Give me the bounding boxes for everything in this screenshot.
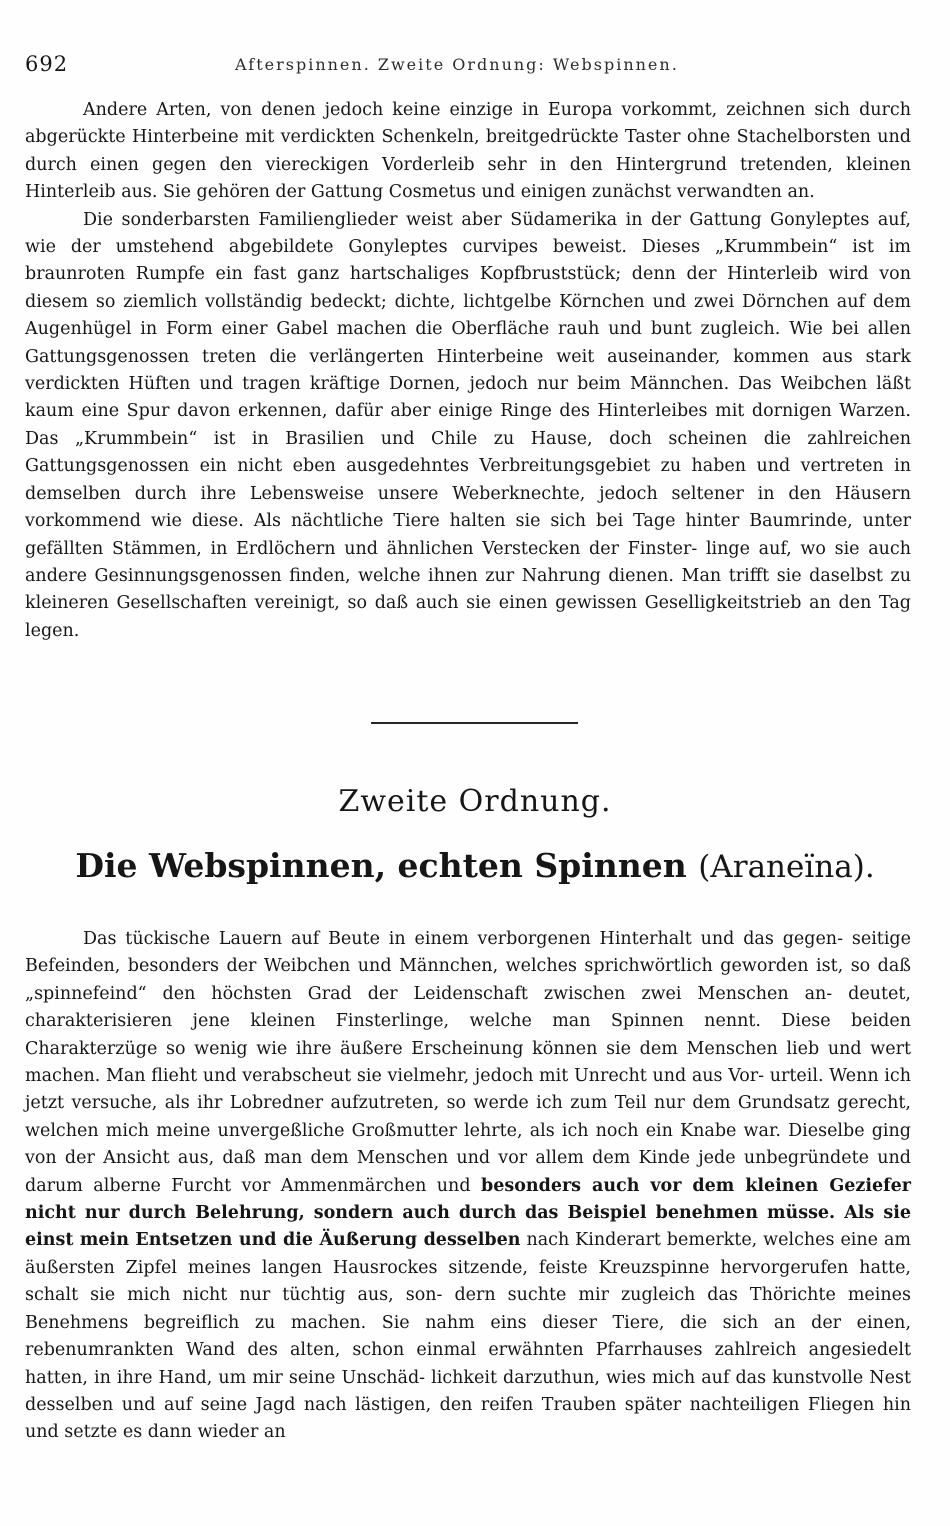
text-line: dern suchte mir zugleich das Thörichte meines Benehmens begreiflich zu machen. Sie nahm [25,1285,911,1333]
text-line: das Beispiel benehmen müsse. Als sie einst mein Entsetzen und die Äußerung desselben [25,1203,911,1251]
text-line: dem Grundsatz gerecht, welchen mich meine unvergeßliche Großmutter lehrte, als ich noch [25,1093,911,1141]
text-line: Hinterleib aus. Sie gehören der Gattung Cosmetus und einigen zunächst verwandten an. [25,182,815,203]
text-line: bei allen Gattungsgenossen treten die verlängerten Hinterbeine weit auseinander, kommen [25,319,911,367]
text-line: sitzende, feiste Kreuzspinne hervorgerufen hatte, schalt sie mich nicht nur tüchtig aus, son- [25,1257,911,1306]
text-line: eins dieser Tiere, die sich an der einen, rebenumrankten Wand des alten, schon einmal [25,1312,912,1361]
text-line: besonders auch vor dem kleinen Geziefer nicht nur durch Belehrung, sondern auch durch [25,1175,911,1224]
order-heading: Zweite Ordnung. [338,784,612,819]
text-line: wert machen. Man flieht und verabscheut sie vielmehr, jedoch mit Unrecht und aus Vor- [25,1038,911,1087]
section-spiders-text [25,926,911,1447]
text-line: Das tückische Lauern auf Beute in einem verborgenen Hinterhalt und das gegen- [83,929,843,949]
family-heading-latin: (Araneïna). [698,849,875,885]
family-heading-german: Die Webspinnen, echten Spinnen [75,846,687,885]
text-line: lichkeit darzuthun, wies mich auf das kunstvolle Nest desselben und auf seine Jagd nach [25,1367,911,1415]
text-line: Man trifft sie daselbst zu kleineren Gesellschaften vereinigt, so daß auch sie einen gewissen [25,565,911,614]
text-line: mit dornigen Warzen. Das „Krummbein“ ist in Brasilien und Chile zu Hause, doch scheinen [25,401,911,449]
paragraph-spiders-intro [25,926,911,1447]
text-line: im braunroten Rumpfe ein fast ganz hartschaliges Kopfbruststück; denn der Hinterleib wird [25,237,911,285]
text-line: abgerückte Hinterbeine mit verdickten Schenkeln, breitgedrückte Taster ohne Stachelborsten [25,127,871,148]
text-line: auf, wie der umstehend abgebildete Gonyleptes curvipes beweist. Dieses „Krummbein“ ist [25,209,911,258]
paragraph-cosmetus [25,97,911,207]
text-line: und durch einen gegen den viereckigen Vorderleib sehr in den Hintergrund tretenden, kleinen [25,127,911,175]
text-line: den Häusern vorkommend wie diese. Als nächtliche Tiere halten sie sich bei Tage hinter [25,483,911,532]
text-line: ist, so daß „spinnefeind“ den höchsten Grad der Leidenschaft zwischen zwei Menschen an- [25,956,911,1004]
running-head: Afterspinnen. Zweite Ordnung: Webspinnen. [235,55,679,74]
text-line: von diesem so ziemlich vollständig bedeckt; dichte, lichtgelbe Körnchen und zwei Dörnchen auf [25,264,911,312]
text-line: die zahlreichen Gattungsgenossen ein nicht eben ausgedehntes Verbreitungsgebiet zu haben [25,428,911,477]
text-line: aus stark verdickten Hüften und tragen kräftige Dornen, jedoch nur beim Männchen. Das [25,346,911,395]
text-line: linge auf, wo sie auch andere Gesinnungsgenossen finden, welche ihnen zur Nahrung dienen. [25,538,911,586]
text-line: allem dem Kinde jede unbegründete und darum alberne Furcht vor Ammenmärchen und [25,1148,911,1196]
section-divider [371,722,578,724]
text-line: nach Kinderart bemerkte, welches eine am äußersten Zipfel meines langen Hausrockes [25,1230,911,1278]
text-line: Baumrinde, unter gefällten Stämmen, in Erdlöchern und ähnlichen Verstecken der Finster- [25,511,911,559]
paragraph-gonyleptes [25,207,911,646]
text-line: Andere Arten, von denen jedoch keine einzige in Europa vorkommt, zeichnen sich durch [83,100,911,120]
page-number: 692 [25,52,69,76]
text-line: deutet, charakterisieren jene kleinen Finsterlinge, welche man Spinnen nennt. Diese beiden [25,983,911,1032]
text-line: ein Knabe war. Dieselbe ging von der Ansicht aus, daß man dem Menschen und vor [25,1120,911,1169]
text-line: Geselligkeitstrieb an den Tag legen. [25,593,911,641]
text-line: Weibchen läßt kaum eine Spur davon erkennen, dafür aber einige Ringe des Hinterleibes [25,374,911,422]
text-line: erwähnten Pfarrhauses zahlreich angesiedelt hatten, in ihre Hand, um mir seine Unschäd- [25,1340,912,1388]
text-line: seitige Befeinden, besonders der Weibchen und Männchen, welches sprichwörtlich geworden [25,929,911,977]
text-line: dem Augenhügel in Form einer Gabel machen die Oberfläche rauh und bunt zugleich. Wie [25,291,911,340]
text-line: lästigen, den reifen Trauben später nachteiligen Fliegen hin und setzte es dann wieder an [25,1394,911,1443]
page-header [25,52,917,82]
section-harvestmen-text [25,97,911,645]
family-heading [0,846,950,885]
text-line: und vertreten in demselben durch ihre Lebensweise unsere Weberknechte, jedoch seltener in [25,456,911,504]
text-line: urteil. Wenn ich jetzt versuche, als ihr Lobredner aufzutreten, so werde ich zum Teil nur [25,1066,911,1114]
text-line: Charakterzüge so wenig wie ihre äußere Erscheinung können sie dem Menschen lieb und [25,1038,862,1059]
text-line: Die sonderbarsten Familienglieder weist aber Südamerika in der Gattung Gonyleptes [83,209,870,230]
